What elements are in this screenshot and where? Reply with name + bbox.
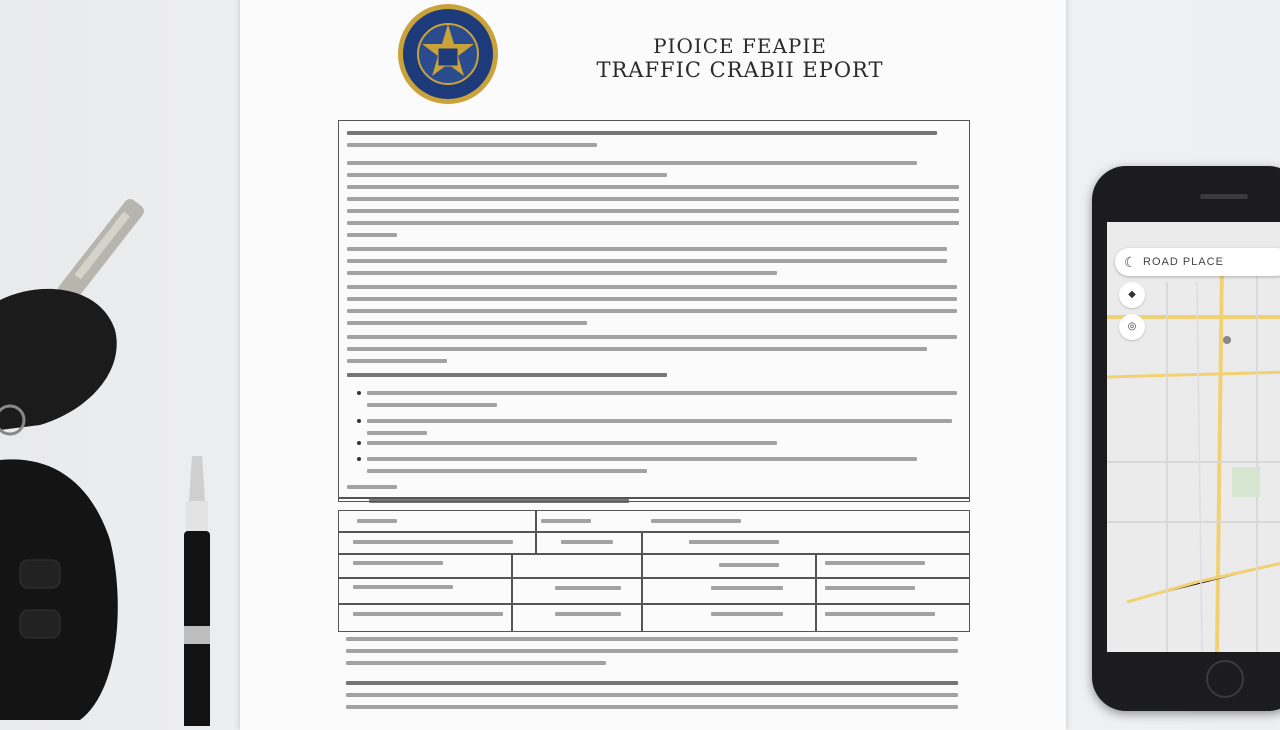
report-body bbox=[338, 120, 970, 502]
report-title: TRAFFIC CRABII EPORT bbox=[596, 58, 884, 82]
map-search-text: ROAD PLACE bbox=[1143, 256, 1224, 268]
home-button[interactable] bbox=[1206, 660, 1244, 698]
report-table bbox=[338, 510, 970, 632]
report-agency-title: PIOICE FEAPIE bbox=[653, 34, 827, 58]
map-screen[interactable] bbox=[1107, 222, 1280, 652]
phone-speaker bbox=[1200, 194, 1248, 199]
map-search-bar[interactable] bbox=[1115, 248, 1280, 276]
layers-icon[interactable]: ◆ bbox=[1119, 282, 1145, 308]
back-arrow-icon[interactable]: ☾ bbox=[1124, 254, 1137, 270]
compass-icon[interactable]: ◎ bbox=[1119, 314, 1145, 340]
police-seal-icon bbox=[396, 2, 500, 106]
pen-icon bbox=[172, 456, 222, 726]
car-key-icon bbox=[0, 0, 200, 720]
